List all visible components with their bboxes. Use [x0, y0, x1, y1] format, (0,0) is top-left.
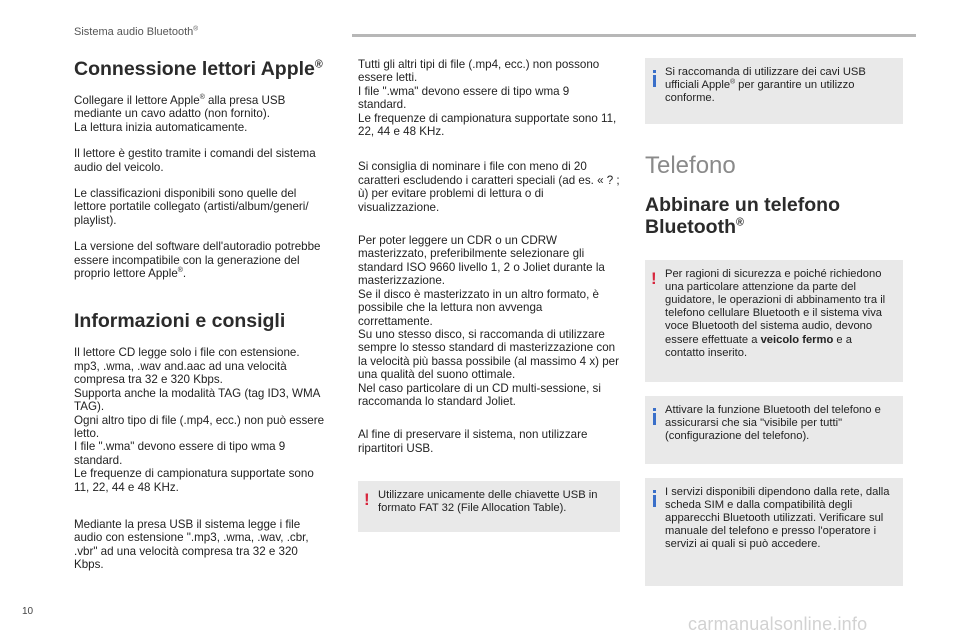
info-icon [653, 408, 656, 428]
info-text: Attivare la funzione Bluetooth del telefono e assicurarsi che sia "visibile per tutti" (configurazione del telefono). [665, 404, 881, 443]
paragraph: La versione del software dell'autoradio potrebbe essere incompatibile con la generazione del proprio lettore Apple®. [74, 240, 321, 281]
warning-text: Per ragioni di sicurezza e poiché richiedono una particolare attenzione da parte del guidatore, le operazioni di abbinamento tra il telefono cellulare Bluetooth e il sistema viva voce Bluetooth del sistema audio, devono essere effettuate a veicolo fermo e a contatto inserito. [665, 267, 886, 359]
paragraph: Il lettore è gestito tramite i comandi del sistema audio del veicolo. [74, 147, 316, 174]
info-box-cables [645, 58, 903, 124]
warning-box-pairing [645, 260, 903, 382]
chapter-title-telefono: Telefono [645, 151, 736, 179]
info-icon [653, 70, 656, 90]
paragraph: Tutti gli altri tipi di file (.mp4, ecc.) non possono essere letti. I file ".wma" devono essere di tipo wma 9 standard. Le frequenze di campionatura supportate sono 11, 22, 44 e 48 KHz. [358, 58, 617, 139]
warning-icon: ! [364, 490, 370, 510]
section-title-info: Informazioni e consigli [74, 310, 286, 333]
column-right [645, 58, 903, 596]
header-divider [352, 34, 916, 37]
paragraph: Mediante la presa USB il sistema legge i file audio con estensione ".mp3, .wma, .wav, .cbr, .vbr" ad una velocità compresa tra 32 e 320 Kbps. [74, 517, 309, 572]
paragraph: Per poter leggere un CDR o un CDRW masterizzato, preferibilmente selezionare gli standard ISO 9660 livello 1, 2 o Joliet durante la masterizzazione. Se il disco è masterizzato in un altro formato, è possibile che la lettura non avvenga correttamente. Su uno stesso disco, si raccomanda di utilizzare sempre lo stesso standard di masterizzazione con la velocità più bassa possibile (al massimo 4 x) per una qualità del suono ottimale. Nel caso particolare di un CD multi-sessione, si raccomanda lo standard Joliet. [358, 234, 619, 408]
paragraph: Il lettore CD legge solo i file con estensione. mp3, .wma, .wav and.aac ad una velocità compresa tra 32 e 320 Kbps. Supporta anche la modalità TAG (tag ID3, WMA TAG). Ogni altro tipo di file (.mp4, ecc.) non può essere letto. I file ".wma" devono essere di tipo wma 9 standard. Le frequenze di campionatura supportate sono 11, 22, 44 e 48 KHz. [74, 346, 325, 494]
info-icon [653, 490, 656, 510]
info-box-services [645, 478, 903, 586]
paragraph: Collegare il lettore Apple® alla presa USB mediante un cavo adatto (non fornito). La lettura inizia automaticamente. [74, 94, 286, 134]
section-title-apple: Connessione lettori Apple® [74, 58, 323, 80]
paragraph: Al fine di preservare il sistema, non utilizzare ripartitori USB. [358, 428, 588, 455]
warning-box-usb [358, 481, 620, 531]
paragraph: Si consiglia di nominare i file con meno di 20 caratteri escludendo i caratteri speciali (ad es. « ? ; ù) per evitare problemi di lettura o di visualizzazione. [358, 160, 620, 214]
warning-text: Utilizzare unicamente delle chiavette USB in formato FAT 32 (File Allocation Table). [378, 489, 598, 515]
registered-mark: ® [193, 25, 199, 33]
info-text: Si raccomanda di utilizzare dei cavi USB ufficiali Apple® per garantire un utilizzo conforme. [665, 66, 866, 105]
column-left [74, 58, 326, 585]
page-number: 10 [22, 606, 34, 617]
column-middle [358, 58, 620, 542]
info-box-activate [645, 396, 903, 464]
paragraph: Le classificazioni disponibili sono quelle del lettore portatile collegato (artisti/album/generi/ playlist). [74, 187, 309, 227]
info-text: I servizi disponibili dipendono dalla rete, dalla scheda SIM e dalla compatibilità degli apparecchi Bluetooth utilizzati. Verificare sul manuale del telefono e presso l'operatore i servizi ai quali si può accedere. [665, 485, 890, 551]
warning-icon: ! [651, 268, 657, 288]
running-header [74, 26, 198, 38]
watermark: carmanualsonline.info [688, 614, 868, 634]
running-header-text: Sistema audio Bluetooth [74, 26, 194, 38]
section-title-pairing: Abbinare un telefono Bluetooth® [645, 193, 840, 238]
